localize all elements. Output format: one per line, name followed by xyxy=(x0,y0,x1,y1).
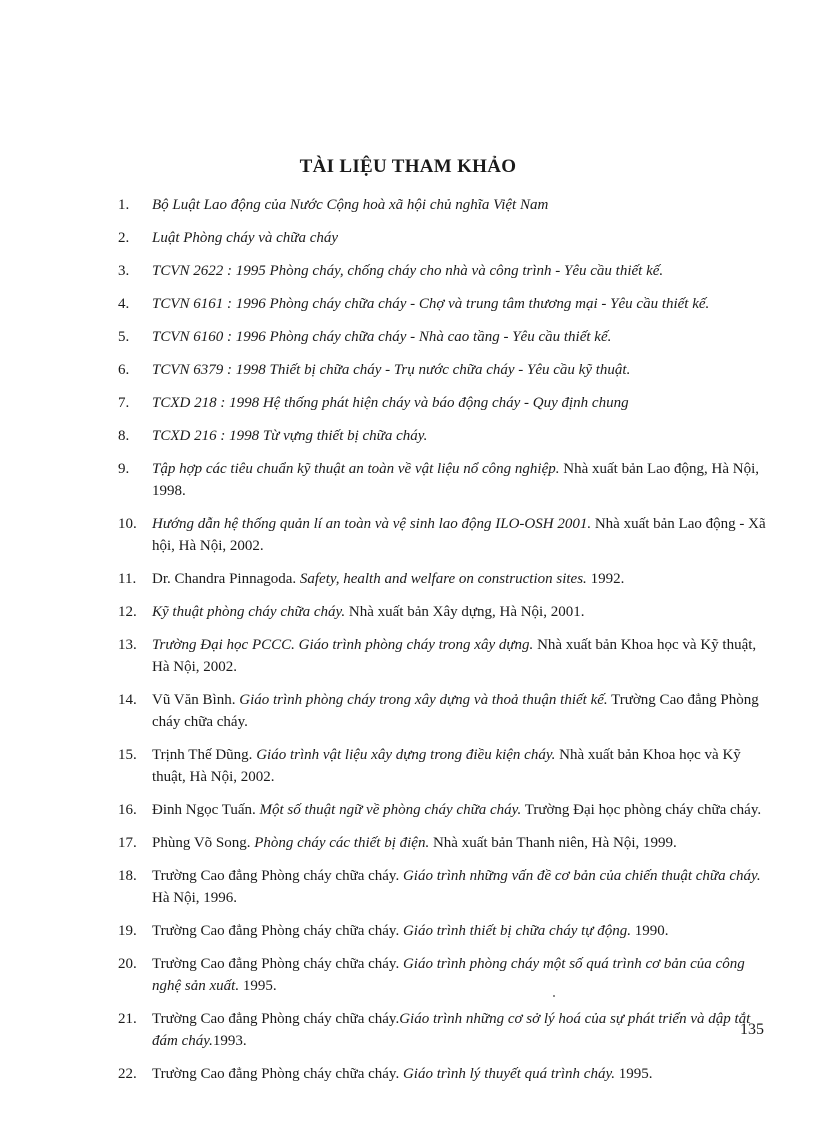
reference-text xyxy=(152,296,709,312)
reference-title: Một số thuật ngữ về phòng cháy chữa cháy. xyxy=(259,802,522,818)
reference-number: 3. xyxy=(118,263,130,279)
reference-item xyxy=(118,689,770,733)
reference-number: 7. xyxy=(118,395,130,411)
reference-number: 13. xyxy=(118,637,137,653)
reference-text xyxy=(152,1011,750,1049)
reference-item xyxy=(118,832,770,854)
reference-author: Phùng Võ Song. xyxy=(152,835,255,851)
reference-author: Trường Cao đẳng Phòng cháy chữa cháy. xyxy=(152,1011,400,1027)
reference-publisher: Hà Nội, 1996. xyxy=(152,890,237,906)
reference-number: 16. xyxy=(118,802,137,818)
reference-author: Trường Cao đẳng Phòng cháy chữa cháy. xyxy=(152,868,403,884)
reference-text xyxy=(152,835,677,851)
reference-title: Giáo trình thiết bị chữa cháy tự động. xyxy=(402,923,631,939)
reference-author: Trường Cao đẳng Phòng cháy chữa cháy. xyxy=(152,923,403,939)
reference-title: Hướng dẫn hệ thống quản lí an toàn và vệ sinh lao động ILO-OSH 2001. xyxy=(152,516,592,532)
reference-text xyxy=(152,428,427,444)
reference-text xyxy=(152,923,668,939)
reference-publisher: Nhà xuất bản Khoa học và Kỹ thuật, Hà Nội, 2002. xyxy=(152,637,757,675)
page-title: TÀI LIỆU THAM KHẢO xyxy=(299,155,517,177)
reference-text xyxy=(152,604,584,620)
reference-item xyxy=(118,425,770,447)
reference-number: 17. xyxy=(118,835,137,851)
reference-number: 20. xyxy=(118,956,137,972)
reference-author: Đinh Ngọc Tuấn. xyxy=(152,802,260,818)
reference-number: 12. xyxy=(118,604,137,620)
reference-publisher: Nhà xuất bản Lao động - Xã hội, Hà Nội, 2002. xyxy=(152,516,766,554)
reference-number: 22. xyxy=(118,1066,137,1082)
reference-item xyxy=(118,392,770,414)
reference-item xyxy=(118,513,770,557)
reference-title: TCVN 2622 : 1995 Phòng cháy, chống cháy cho nhà và công trình - Yêu cầu thiết kế. xyxy=(152,263,664,279)
reference-number: 5. xyxy=(118,329,130,345)
reference-author: Vũ Văn Bình. xyxy=(152,692,240,708)
reference-title: Luật Phòng cháy và chữa cháy xyxy=(152,230,339,246)
reference-item xyxy=(118,634,770,678)
reference-publisher: Trường Cao đẳng Phòng cháy chữa cháy. xyxy=(152,692,759,730)
page-number: 135 xyxy=(740,1021,764,1038)
reference-item xyxy=(118,359,770,381)
reference-title: Phòng cháy các thiết bị điện. xyxy=(254,835,430,851)
reference-number: 9. xyxy=(118,461,130,477)
reference-publisher: 1990. xyxy=(630,923,669,939)
reference-title: TCVN 6379 : 1998 Thiết bị chữa cháy - Trụ nước chữa cháy - Yêu cầu kỹ thuật. xyxy=(152,362,631,378)
reference-item xyxy=(118,1008,770,1052)
reference-publisher: Nhà xuất bản Khoa học và Kỹ thuật, Hà Nội, 2002. xyxy=(152,747,741,785)
reference-list xyxy=(118,194,770,1096)
reference-item xyxy=(118,744,770,788)
reference-title: Giáo trình phòng cháy một số quá trình cơ bản của công nghệ sản xuất. xyxy=(152,956,745,994)
reference-publisher: 1992. xyxy=(586,571,625,587)
reference-publisher: Nhà xuất bản Lao động, Hà Nội, 1998. xyxy=(152,461,760,499)
reference-title: TCVN 6160 : 1996 Phòng cháy chữa cháy - Nhà cao tầng - Yêu cầu thiết kế. xyxy=(152,329,612,345)
reference-text xyxy=(152,692,759,730)
reference-number: 6. xyxy=(118,362,130,378)
reference-item xyxy=(118,227,770,249)
reference-item xyxy=(118,568,770,590)
reference-item xyxy=(118,194,770,216)
reference-publisher: 1995. xyxy=(615,1066,653,1082)
reference-title: Tập hợp các tiêu chuẩn kỹ thuật an toàn về vật liệu nổ công nghiệp. xyxy=(152,461,560,477)
reference-text xyxy=(152,395,629,411)
reference-title: Giáo trình phòng cháy trong xây dựng và thoả thuận thiết kế. xyxy=(239,692,608,708)
reference-text xyxy=(152,868,761,906)
reference-text xyxy=(152,329,611,345)
reference-item xyxy=(118,293,770,315)
reference-title: Safety, health and welfare on construction sites. xyxy=(299,571,587,587)
reference-text xyxy=(152,362,630,378)
reference-title: Trường Đại học PCCC. Giáo trình phòng cháy trong xây dựng. xyxy=(152,637,534,653)
reference-text xyxy=(152,1066,653,1082)
reference-item xyxy=(118,865,770,909)
reference-number: 8. xyxy=(118,428,130,444)
reference-title: TCXD 218 : 1998 Hệ thống phát hiện cháy và báo động cháy - Quy định chung xyxy=(152,395,629,411)
reference-title: Giáo trình những cơ sở lý hoá của sự phát triển và dập tắt đám cháy. xyxy=(152,1011,751,1049)
reference-text xyxy=(152,956,745,994)
reference-text xyxy=(152,516,766,554)
reference-text xyxy=(152,747,741,785)
reference-publisher: Nhà xuất bản Xây dựng, Hà Nội, 2001. xyxy=(345,604,585,620)
reference-title: TCVN 6161 : 1996 Phòng cháy chữa cháy - Chợ và trung tâm thương mại - Yêu cầu thiết kế. xyxy=(152,296,710,312)
reference-text xyxy=(152,230,338,246)
reference-item xyxy=(118,1063,770,1085)
reference-title: TCXD 216 : 1998 Từ vựng thiết bị chữa cháy. xyxy=(152,428,428,444)
reference-author: Trường Cao đẳng Phòng cháy chữa cháy. xyxy=(152,956,403,972)
reference-item xyxy=(118,326,770,348)
reference-publisher: 1995. xyxy=(239,978,277,994)
reference-text xyxy=(152,571,624,587)
reference-author: Trịnh Thế Dũng. xyxy=(152,747,257,763)
reference-text xyxy=(152,461,759,499)
reference-author: Dr. Chandra Pinnagoda. xyxy=(152,571,300,587)
reference-number: 2. xyxy=(118,230,130,246)
reference-number: 14. xyxy=(118,692,137,708)
reference-item xyxy=(118,799,770,821)
reference-text xyxy=(152,802,761,818)
reference-number: 11. xyxy=(118,571,137,587)
reference-title: Giáo trình lý thuyết quá trình cháy. xyxy=(402,1066,616,1082)
reference-item xyxy=(118,260,770,282)
reference-number: 18. xyxy=(118,868,137,884)
reference-number: 1. xyxy=(118,197,130,213)
reference-number: 21. xyxy=(118,1011,137,1027)
speck-mark xyxy=(553,995,555,997)
reference-author: Trường Cao đẳng Phòng cháy chữa cháy. xyxy=(152,1066,403,1082)
reference-number: 4. xyxy=(118,296,130,312)
reference-item xyxy=(118,601,770,623)
reference-title: Kỹ thuật phòng cháy chữa cháy. xyxy=(152,604,346,620)
reference-publisher: Trường Đại học phòng cháy chữa cháy. xyxy=(521,802,762,818)
reference-text xyxy=(152,263,663,279)
reference-title: Bộ Luật Lao động của Nước Cộng hoà xã hội chủ nghĩa Việt Nam xyxy=(152,197,549,213)
reference-number: 15. xyxy=(118,747,137,763)
reference-item xyxy=(118,458,770,502)
reference-title: Giáo trình vật liệu xây dựng trong điều kiện cháy. xyxy=(256,747,556,763)
reference-number: 10. xyxy=(118,516,137,532)
reference-item xyxy=(118,953,770,997)
reference-number: 19. xyxy=(118,923,137,939)
reference-publisher: 1993. xyxy=(212,1033,247,1049)
reference-publisher: Nhà xuất bản Thanh niên, Hà Nội, 1999. xyxy=(429,835,677,851)
reference-text xyxy=(152,637,756,675)
reference-title: Giáo trình những vấn đề cơ bản của chiến thuật chữa cháy. xyxy=(402,868,761,884)
reference-text xyxy=(152,197,548,213)
reference-item xyxy=(118,920,770,942)
